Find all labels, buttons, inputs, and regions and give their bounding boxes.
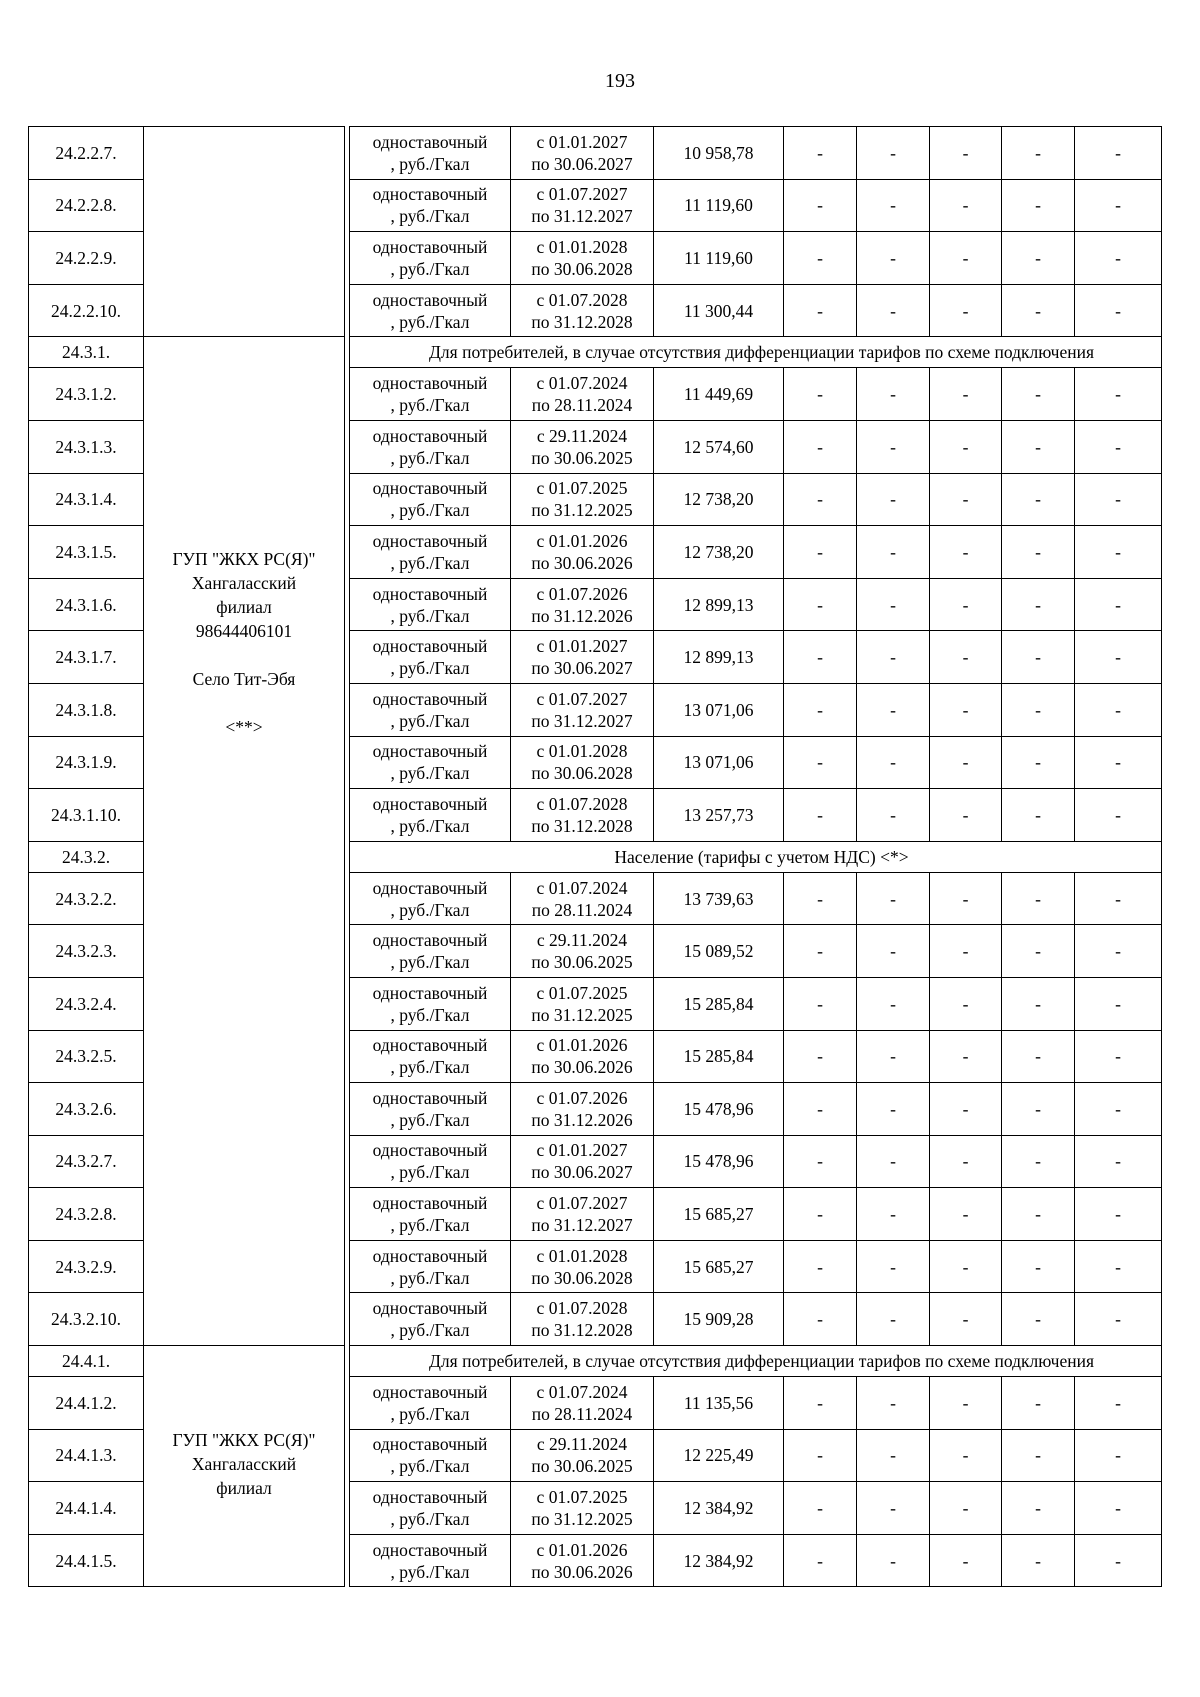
section-row [29,1346,1162,1377]
row-id: 24.3.1. [29,337,144,368]
rate-type: одноставочный , руб./Гкал [350,1482,511,1535]
row-id: 24.3.2.8. [29,1188,144,1241]
empty-value-dash: - [784,1534,857,1587]
empty-value-dash: - [1075,736,1162,789]
rate-type: одноставочный , руб./Гкал [350,127,511,180]
rate-type: одноставочный , руб./Гкал [350,1030,511,1083]
tariff-value: 15 285,84 [654,1030,784,1083]
empty-value-dash: - [784,683,857,736]
empty-value-dash: - [1002,1030,1075,1083]
rate-type: одноставочный , руб./Гкал [350,736,511,789]
period: с 01.07.2027 по 31.12.2027 [511,1188,654,1241]
empty-value-dash: - [784,736,857,789]
empty-value-dash: - [784,1240,857,1293]
period: с 01.07.2027 по 31.12.2027 [511,683,654,736]
empty-value-dash: - [1075,526,1162,579]
empty-value-dash: - [1002,1135,1075,1188]
empty-value-dash: - [1075,925,1162,978]
empty-value-dash: - [857,1083,930,1136]
empty-value-dash: - [857,127,930,180]
rate-type: одноставочный , руб./Гкал [350,1240,511,1293]
tariff-value: 15 089,52 [654,925,784,978]
empty-value-dash: - [784,179,857,232]
empty-value-dash: - [1075,977,1162,1030]
empty-value-dash: - [857,1188,930,1241]
empty-value-dash: - [784,1482,857,1535]
empty-value-dash: - [1002,127,1075,180]
empty-value-dash: - [1075,1135,1162,1188]
empty-value-dash: - [857,1534,930,1587]
organization-line: Хангаласский [191,573,297,594]
rate-type: одноставочный , руб./Гкал [350,526,511,579]
period: с 01.07.2024 по 28.11.2024 [511,368,654,421]
row-id: 24.4.1.2. [29,1377,144,1430]
empty-value-dash: - [930,1188,1002,1241]
empty-value-dash: - [1075,1188,1162,1241]
row-id: 24.3.2.10. [29,1293,144,1346]
empty-value-dash: - [1075,789,1162,842]
empty-value-dash: - [784,1377,857,1430]
period: с 01.01.2028 по 30.06.2028 [511,232,654,285]
period: с 01.07.2024 по 28.11.2024 [511,872,654,925]
organization-line: ГУП "ЖКХ РС(Я)" [172,1430,316,1451]
empty-value-dash: - [784,977,857,1030]
row-id: 24.2.2.9. [29,232,144,285]
tariff-value: 12 574,60 [654,420,784,473]
tariff-value: 11 119,60 [654,179,784,232]
empty-value-dash: - [930,179,1002,232]
empty-value-dash: - [1075,179,1162,232]
rate-type: одноставочный , руб./Гкал [350,232,511,285]
empty-value-dash: - [930,578,1002,631]
organization-cell [144,337,345,1346]
period: с 01.01.2027 по 30.06.2027 [511,631,654,684]
empty-value-dash: - [930,1482,1002,1535]
empty-value-dash: - [930,925,1002,978]
empty-value-dash: - [930,1534,1002,1587]
empty-value-dash: - [930,977,1002,1030]
organization-name [144,547,344,1135]
period: с 01.07.2026 по 31.12.2026 [511,1083,654,1136]
section-title: Для потребителей, в случае отсутствия дифференциации тарифов по схеме подключения [350,1346,1162,1377]
empty-value-dash: - [1002,1293,1075,1346]
empty-value-dash: - [1002,1377,1075,1430]
empty-value-dash: - [784,578,857,631]
rate-type: одноставочный , руб./Гкал [350,578,511,631]
empty-value-dash: - [857,284,930,337]
tariff-value: 11 119,60 [654,232,784,285]
period: с 01.07.2024 по 28.11.2024 [511,1377,654,1430]
empty-value-dash: - [784,368,857,421]
empty-value-dash: - [857,368,930,421]
empty-value-dash: - [857,179,930,232]
tariff-value: 15 909,28 [654,1293,784,1346]
empty-value-dash: - [930,232,1002,285]
tariff-value: 12 225,49 [654,1429,784,1482]
row-id: 24.3.1.2. [29,368,144,421]
period: с 01.01.2026 по 30.06.2026 [511,1030,654,1083]
empty-value-dash: - [1002,232,1075,285]
empty-value-dash: - [1075,127,1162,180]
rate-type: одноставочный , руб./Гкал [350,631,511,684]
empty-value-dash: - [1075,1377,1162,1430]
period: с 01.07.2025 по 31.12.2025 [511,977,654,1030]
empty-value-dash: - [857,1482,930,1535]
empty-value-dash: - [784,872,857,925]
period: с 01.01.2027 по 30.06.2027 [511,1135,654,1188]
row-id: 24.2.2.7. [29,127,144,180]
tariff-value: 11 300,44 [654,284,784,337]
rate-type: одноставочный , руб./Гкал [350,1135,511,1188]
empty-value-dash: - [857,578,930,631]
period: с 29.11.2024 по 30.06.2025 [511,1429,654,1482]
row-id: 24.2.2.10. [29,284,144,337]
tariff-table-body [29,127,1162,1587]
organization-line: Хангаласский [191,1454,297,1475]
tariff-value: 13 739,63 [654,872,784,925]
empty-value-dash: - [930,284,1002,337]
rate-type: одноставочный , руб./Гкал [350,1377,511,1430]
empty-value-dash: - [857,683,930,736]
empty-value-dash: - [1075,1293,1162,1346]
organization-line [148,643,340,667]
empty-value-dash: - [930,736,1002,789]
empty-value-dash: - [857,1030,930,1083]
empty-value-dash: - [930,1030,1002,1083]
empty-value-dash: - [784,526,857,579]
empty-value-dash: - [784,1083,857,1136]
empty-value-dash: - [784,284,857,337]
empty-value-dash: - [930,1377,1002,1430]
period: с 01.07.2028 по 31.12.2028 [511,1293,654,1346]
rate-type: одноставочный , руб./Гкал [350,789,511,842]
rate-type: одноставочный , руб./Гкал [350,1293,511,1346]
rate-type: одноставочный , руб./Гкал [350,420,511,473]
empty-value-dash: - [857,631,930,684]
row-id: 24.4.1.5. [29,1534,144,1587]
tariff-value: 12 738,20 [654,473,784,526]
tariff-value: 12 899,13 [654,578,784,631]
row-id: 24.3.2.6. [29,1083,144,1136]
empty-value-dash: - [1002,284,1075,337]
section-title: Население (тарифы с учетом НДС) <*> [350,841,1162,872]
empty-value-dash: - [1075,1482,1162,1535]
row-id: 24.3.1.5. [29,526,144,579]
organization-line: ГУП "ЖКХ РС(Я)" [172,549,316,570]
empty-value-dash: - [1002,631,1075,684]
empty-value-dash: - [1075,368,1162,421]
organization-line: филиал [216,597,272,618]
tariff-value: 15 478,96 [654,1135,784,1188]
empty-value-dash: - [1002,1083,1075,1136]
period: с 01.07.2025 по 31.12.2025 [511,1482,654,1535]
period: с 01.01.2026 по 30.06.2026 [511,1534,654,1587]
empty-value-dash: - [857,1429,930,1482]
row-id: 24.3.1.8. [29,683,144,736]
empty-value-dash: - [1075,473,1162,526]
tariff-value: 13 257,73 [654,789,784,842]
rate-type: одноставочный , руб./Гкал [350,872,511,925]
rate-type: одноставочный , руб./Гкал [350,368,511,421]
row-id: 24.3.1.4. [29,473,144,526]
empty-value-dash: - [857,232,930,285]
empty-value-dash: - [1002,1534,1075,1587]
empty-value-dash: - [1002,1240,1075,1293]
period: с 01.07.2027 по 31.12.2027 [511,179,654,232]
empty-value-dash: - [1075,1030,1162,1083]
empty-value-dash: - [784,1188,857,1241]
empty-value-dash: - [857,872,930,925]
tariff-value: 12 738,20 [654,526,784,579]
row-id: 24.3.2.5. [29,1030,144,1083]
empty-value-dash: - [1002,683,1075,736]
period: с 01.01.2026 по 30.06.2026 [511,526,654,579]
empty-value-dash: - [1002,1188,1075,1241]
empty-value-dash: - [1075,232,1162,285]
empty-value-dash: - [784,1293,857,1346]
empty-value-dash: - [930,789,1002,842]
row-id: 24.3.2.3. [29,925,144,978]
empty-value-dash: - [784,631,857,684]
rate-type: одноставочный , руб./Гкал [350,1534,511,1587]
tariff-value: 15 285,84 [654,977,784,1030]
empty-value-dash: - [930,526,1002,579]
empty-value-dash: - [784,232,857,285]
row-id: 24.3.1.6. [29,578,144,631]
tariff-value: 13 071,06 [654,683,784,736]
empty-value-dash: - [857,526,930,579]
empty-value-dash: - [1075,872,1162,925]
empty-value-dash: - [857,473,930,526]
organization-name [144,1428,344,1504]
organization-cell [144,127,345,337]
section-row [29,337,1162,368]
empty-value-dash: - [1002,1429,1075,1482]
tariff-value: 12 384,92 [654,1482,784,1535]
empty-value-dash: - [857,1293,930,1346]
empty-value-dash: - [784,1030,857,1083]
rate-type: одноставочный , руб./Гкал [350,683,511,736]
period: с 01.01.2028 по 30.06.2028 [511,1240,654,1293]
rate-type: одноставочный , руб./Гкал [350,284,511,337]
row-id: 24.3.1.3. [29,420,144,473]
row-id: 24.2.2.8. [29,179,144,232]
empty-value-dash: - [930,1135,1002,1188]
empty-value-dash: - [1002,736,1075,789]
row-id: 24.3.2.2. [29,872,144,925]
row-id: 24.3.1.10. [29,789,144,842]
organization-line: <**> [225,717,263,738]
row-id: 24.3.2.9. [29,1240,144,1293]
empty-value-dash: - [930,473,1002,526]
empty-value-dash: - [784,473,857,526]
tariff-value: 12 899,13 [654,631,784,684]
row-id: 24.3.2. [29,841,144,872]
period: с 01.07.2025 по 31.12.2025 [511,473,654,526]
period: с 29.11.2024 по 30.06.2025 [511,925,654,978]
row-id: 24.3.2.4. [29,977,144,1030]
rate-type: одноставочный , руб./Гкал [350,977,511,1030]
empty-value-dash: - [1075,631,1162,684]
empty-value-dash: - [857,1135,930,1188]
rate-type: одноставочный , руб./Гкал [350,925,511,978]
empty-value-dash: - [930,1240,1002,1293]
empty-value-dash: - [1075,683,1162,736]
empty-value-dash: - [1002,925,1075,978]
empty-value-dash: - [930,683,1002,736]
empty-value-dash: - [930,368,1002,421]
empty-value-dash: - [784,127,857,180]
rate-type: одноставочный , руб./Гкал [350,1083,511,1136]
empty-value-dash: - [1002,420,1075,473]
empty-value-dash: - [857,1240,930,1293]
tariff-value: 15 478,96 [654,1083,784,1136]
empty-value-dash: - [930,127,1002,180]
row-id: 24.3.1.9. [29,736,144,789]
empty-value-dash: - [1075,1083,1162,1136]
empty-value-dash: - [784,1135,857,1188]
empty-value-dash: - [1002,872,1075,925]
period: с 01.01.2028 по 30.06.2028 [511,736,654,789]
empty-value-dash: - [1075,1240,1162,1293]
organization-line: филиал [216,1478,272,1499]
row-id: 24.3.1.7. [29,631,144,684]
period: с 01.07.2028 по 31.12.2028 [511,789,654,842]
empty-value-dash: - [1002,789,1075,842]
period: с 01.01.2027 по 30.06.2027 [511,127,654,180]
tariff-value: 15 685,27 [654,1240,784,1293]
tariff-value: 11 449,69 [654,368,784,421]
tariff-value: 10 958,78 [654,127,784,180]
rate-type: одноставочный , руб./Гкал [350,1188,511,1241]
empty-value-dash: - [930,1429,1002,1482]
row-id: 24.4.1. [29,1346,144,1377]
empty-value-dash: - [857,789,930,842]
empty-value-dash: - [1075,578,1162,631]
rate-type: одноставочный , руб./Гкал [350,1429,511,1482]
empty-value-dash: - [930,420,1002,473]
empty-value-dash: - [857,925,930,978]
empty-value-dash: - [857,736,930,789]
empty-value-dash: - [784,925,857,978]
tariff-table [28,126,1162,1587]
empty-value-dash: - [1002,368,1075,421]
tariff-value: 15 685,27 [654,1188,784,1241]
empty-value-dash: - [784,1429,857,1482]
section-title: Для потребителей, в случае отсутствия дифференциации тарифов по схеме подключения [350,337,1162,368]
organization-line: Село Тит-Эбя [192,669,296,690]
tariff-value: 12 384,92 [654,1534,784,1587]
empty-value-dash: - [1075,1429,1162,1482]
empty-value-dash: - [930,1083,1002,1136]
tariff-value: 13 071,06 [654,736,784,789]
empty-value-dash: - [1002,526,1075,579]
empty-value-dash: - [857,1377,930,1430]
rate-type: одноставочный , руб./Гкал [350,473,511,526]
empty-value-dash: - [930,631,1002,684]
organization-cell [144,1346,345,1587]
row-id: 24.3.2.7. [29,1135,144,1188]
row-id: 24.4.1.4. [29,1482,144,1535]
row-id: 24.4.1.3. [29,1429,144,1482]
empty-value-dash: - [857,977,930,1030]
empty-value-dash: - [1002,179,1075,232]
tariff-value: 11 135,56 [654,1377,784,1430]
period: с 01.07.2026 по 31.12.2026 [511,578,654,631]
period: с 01.07.2028 по 31.12.2028 [511,284,654,337]
rate-type: одноставочный , руб./Гкал [350,179,511,232]
empty-value-dash: - [1002,473,1075,526]
empty-value-dash: - [1075,284,1162,337]
period: с 29.11.2024 по 30.06.2025 [511,420,654,473]
page-number: 193 [605,70,635,92]
empty-value-dash: - [1075,1534,1162,1587]
empty-value-dash: - [1075,420,1162,473]
empty-value-dash: - [784,789,857,842]
empty-value-dash: - [784,420,857,473]
empty-value-dash: - [930,1293,1002,1346]
empty-value-dash: - [1002,578,1075,631]
table-row [29,127,1162,180]
empty-value-dash: - [1002,977,1075,1030]
organization-line: 98644406101 [195,621,293,642]
empty-value-dash: - [1002,1482,1075,1535]
empty-value-dash: - [857,420,930,473]
organization-line [148,691,340,715]
empty-value-dash: - [930,872,1002,925]
